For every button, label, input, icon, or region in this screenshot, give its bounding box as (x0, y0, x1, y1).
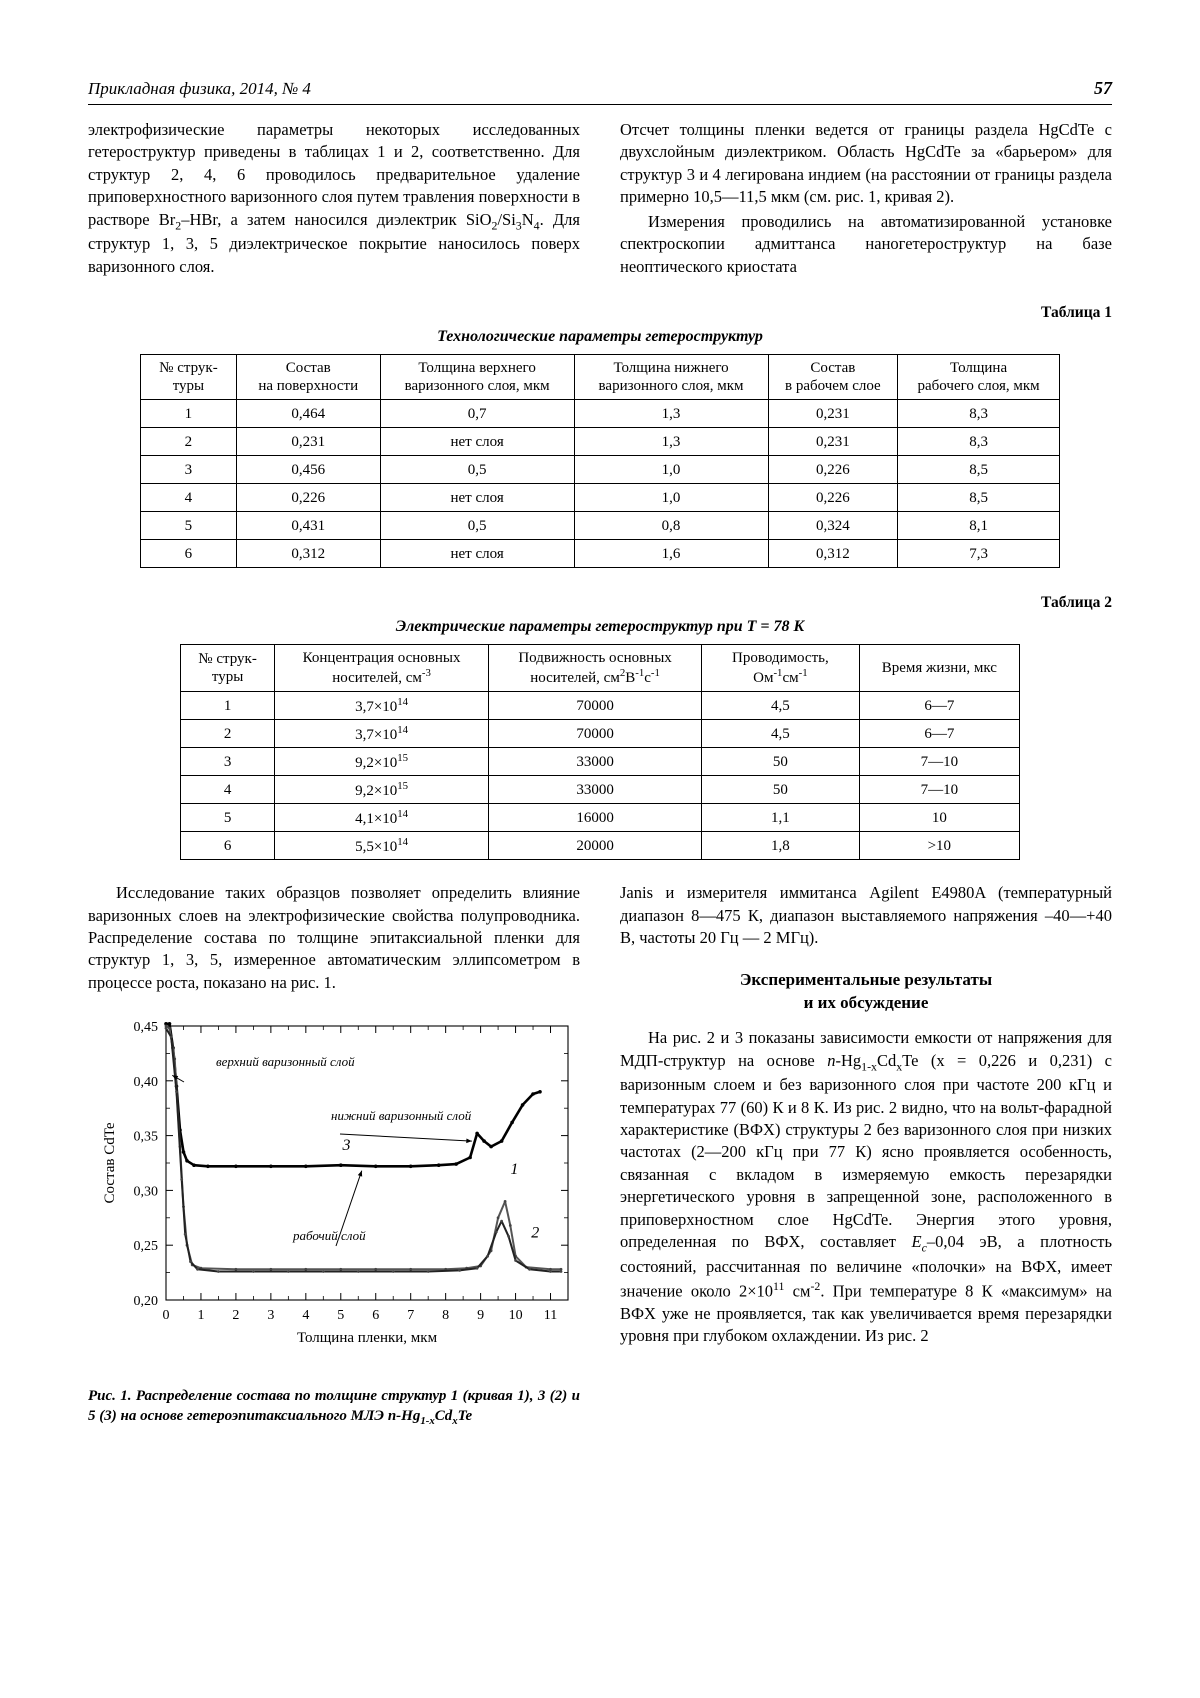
table-cell: 4 (181, 776, 275, 804)
data-point (504, 1200, 507, 1203)
table-cell: 4 (141, 484, 237, 512)
data-point (528, 1268, 531, 1271)
table-cell: 6 (141, 540, 237, 568)
table-cell: 6—7 (859, 720, 1019, 748)
column-left-2 (88, 882, 580, 1428)
data-point (509, 1224, 512, 1227)
table-cell: 0,312 (768, 540, 898, 568)
curve-label-2: 2 (531, 1224, 540, 1242)
y-axis-label: Состав CdTe (102, 1122, 118, 1204)
annotation-3: рабочий слой (293, 1228, 366, 1244)
data-point (184, 1233, 187, 1236)
x-axis-label: Толщина пленки, мкм (296, 1330, 438, 1347)
data-point (374, 1165, 378, 1169)
data-point (510, 1121, 514, 1125)
data-point (476, 1267, 479, 1270)
table-row (141, 540, 1060, 568)
data-point (217, 1270, 220, 1273)
annotation-arrow (466, 1139, 472, 1144)
data-point (427, 1270, 430, 1273)
table-cell: 1,3 (574, 400, 768, 428)
table-cell: $5,5\times 10^{14}$ (275, 832, 489, 860)
table-cell: 0,226 (768, 456, 898, 484)
table-cell: 7—10 (859, 776, 1019, 804)
table-technological-parameters (140, 354, 1060, 568)
x-tick-label: 2 (232, 1308, 240, 1324)
data-point (500, 1220, 503, 1223)
x-tick-label: 4 (302, 1308, 310, 1324)
section-heading (620, 969, 1112, 1015)
annotation-1: верхний варизонный слой (216, 1054, 355, 1070)
table-cell: $9,2\times 10^{15}$ (275, 776, 489, 804)
table-cell: 0,464 (236, 400, 380, 428)
running-head (88, 78, 1112, 105)
data-point (175, 1091, 178, 1094)
table-cell: 2 (181, 720, 275, 748)
data-point (270, 1268, 273, 1271)
journal-title: Прикладная физика, 2014, № 4 (88, 79, 311, 98)
data-point (192, 1164, 196, 1168)
data-point (549, 1270, 552, 1273)
paragraph-right-3: Janis и измерителя иммитанса Agilent E4980A (температурный диапазон 8—475 К, диапазон выставляемого напряжения –40—+40 В, частоты 20 Гц — 2 МГц). (620, 883, 1112, 947)
table-cell: 5 (141, 512, 237, 540)
data-point (189, 1260, 192, 1263)
table-cell: 1,6 (574, 540, 768, 568)
table-cell: 0,456 (236, 456, 380, 484)
annotation-2: нижний варизонный слой (331, 1108, 472, 1124)
table-row (141, 400, 1060, 428)
data-point (486, 1255, 489, 1258)
paragraph-right-2: Измерения проводились на автоматизированной установке спектроскопии адмиттанса наногетероструктур на базе неоптического криостата (620, 211, 1112, 276)
table-cell: $3,7\times 10^{14}$ (275, 692, 489, 720)
table-cell: 0,231 (768, 428, 898, 456)
table2-label: Таблица 2 (1041, 594, 1112, 612)
table-cell: 10 (859, 804, 1019, 832)
table-cell: 1,8 (702, 832, 860, 860)
paragraph-right-1: Отсчет толщины пленки ведется от границы раздела HgCdTe с двухслойным диэлектриком. Область HgCdTe за «барьером» для структур 3 и 4 легирована индием (на расстоянии от границы раздела примерно 10,5—11,5 мкм (см. рис. 1, кривая 2). (620, 120, 1112, 207)
table-row (141, 428, 1060, 456)
x-tick-label: 10 (508, 1308, 523, 1324)
table-cell: 8,3 (898, 400, 1060, 428)
column-left (88, 119, 580, 278)
data-point (507, 1235, 510, 1238)
text-block-top (88, 119, 1112, 278)
y-tick-label: 0,20 (133, 1294, 158, 1310)
data-point (304, 1268, 307, 1271)
column-header: № струк- туры (141, 355, 237, 400)
y-tick-label: 0,40 (133, 1075, 158, 1091)
table-cell: 0,312 (236, 540, 380, 568)
table-cell: 7—10 (859, 748, 1019, 776)
column-header: Толщина рабочего слоя, мкм (898, 355, 1060, 400)
table-cell: 6 (181, 832, 275, 860)
table2-header-row (181, 645, 1020, 692)
table-cell: 20000 (489, 832, 702, 860)
data-point (252, 1270, 255, 1273)
annotation-arrow (358, 1171, 362, 1177)
table-row (181, 692, 1020, 720)
data-point (196, 1268, 199, 1271)
data-point (409, 1165, 413, 1169)
x-tick-label: 3 (267, 1308, 275, 1324)
table-cell: 33000 (489, 776, 702, 804)
table1-body (141, 400, 1060, 568)
table-cell: 1,0 (574, 456, 768, 484)
x-tick-label: 11 (543, 1308, 558, 1324)
table-cell: 33000 (489, 748, 702, 776)
data-point (392, 1270, 395, 1273)
data-point (322, 1270, 325, 1273)
table-cell: 8,3 (898, 428, 1060, 456)
table-cell: 0,231 (768, 400, 898, 428)
data-point (165, 1027, 168, 1030)
data-point (180, 1178, 183, 1181)
table2-title: Электрические параметры гетероструктур при T = 78 K (395, 618, 805, 636)
data-point (489, 1145, 493, 1149)
table-cell: 0,226 (768, 484, 898, 512)
table-cell: 1,0 (574, 484, 768, 512)
table-row (181, 804, 1020, 832)
table-cell: 1 (181, 692, 275, 720)
data-point (475, 1132, 479, 1136)
x-tick-label: 1 (197, 1308, 205, 1324)
data-point (521, 1103, 525, 1107)
table-cell: 0,324 (768, 512, 898, 540)
section-heading-line2: и их обсуждение (803, 993, 929, 1013)
x-tick-label: 0 (162, 1308, 170, 1324)
table-cell: нет слоя (380, 540, 574, 568)
paragraph-right-4: На рис. 2 и 3 показаны зависимости емкости от напряжения для МДП-структур на основе $n-Hg_{1-x}Cd_xTe$ (x = 0,226 и 0,231) с варизонным слоем и без варизонного слоя при частоте 200 кГц и температурах 77 (60) К и 8 К. Из рис. 2 видно, что на вольт-фарадной характеристике (ВФХ) структуры 2 без варизонного слоя при низких частотах (2—200 кГц при 77 К) ясно проявляется особенность, связанная с вкладом в измеряемую емкость перезарядки энергетического уровня в запрещенной зоне, расположенного в приповерхностном слое HgCdTe. Энергия этого уровня, определенная по ВФХ, составляет $E_c-0,04$ эВ, а плотность состояний, рассчитанная по величине «полочки» на ВФХ, имеет значение около $2\times 10^{11}$ $см^{-2}$. При температуре 8 К «максимум» на ВФХ уже не проявляется, так как увеличивается время перезарядки уровня при глубоком охлаждении. Из рис. 2 (620, 1028, 1113, 1346)
data-point (170, 1036, 173, 1039)
column-header: Подвижность основных носителей, $см^2В^{-1}с^{-1}$ (489, 645, 702, 692)
table-row (181, 776, 1020, 804)
table-cell: 8,5 (898, 484, 1060, 512)
table1-label: Таблица 1 (1041, 304, 1112, 322)
x-tick-label: 7 (407, 1308, 415, 1324)
data-point (168, 1022, 172, 1026)
figure-1-caption: Рис. 1. Распределение состава по толщине структур 1 (кривая 1), 3 (2) и 5 (3) на основе гетероэпитаксиального МЛЭ $n-Hg_{1-x}Cd_xTe$ (88, 1388, 580, 1427)
data-point (514, 1259, 517, 1262)
column-right-2 (620, 882, 1112, 1428)
column-right (620, 119, 1112, 278)
table-cell: нет слоя (380, 484, 574, 512)
x-tick-label: 8 (442, 1308, 450, 1324)
table-cell: 4,5 (702, 692, 860, 720)
table-cell: >10 (859, 832, 1019, 860)
data-point (339, 1164, 343, 1168)
table-cell: 1 (141, 400, 237, 428)
y-tick-label: 0,25 (133, 1239, 158, 1255)
table-cell: 3 (141, 456, 237, 484)
table-cell: 6—7 (859, 692, 1019, 720)
table-cell: 0,8 (574, 512, 768, 540)
paragraph-left-2: Исследование таких образцов позволяет определить влияние варизонных слоев на электрофизические свойства полупроводника. Распределение состава по толщине эпитаксиальной пленки для структур 1, 3, 5, измеренное автоматическим эллипсометром в процессе роста, показано на рис. 1. (88, 883, 580, 992)
data-point (339, 1268, 342, 1271)
data-point (500, 1140, 504, 1144)
table-row (181, 832, 1020, 860)
data-point (206, 1165, 210, 1169)
table-cell: 7,3 (898, 540, 1060, 568)
data-point (357, 1270, 360, 1273)
table-cell: 4,5 (702, 720, 860, 748)
table-cell: 8,1 (898, 512, 1060, 540)
x-tick-label: 9 (477, 1308, 485, 1324)
column-header: Толщина верхнего варизонного слоя, мкм (380, 355, 574, 400)
data-point (304, 1165, 308, 1169)
table-row (141, 512, 1060, 540)
table-cell: 5 (181, 804, 275, 832)
column-header: Состав в рабочем слое (768, 355, 898, 400)
data-point (468, 1156, 472, 1160)
data-point (374, 1268, 377, 1271)
column-header: Концентрация основных носителей, $см^{-3}$ (275, 645, 489, 692)
data-point (454, 1163, 458, 1167)
x-tick-label: 5 (337, 1308, 345, 1324)
data-point (182, 1150, 186, 1154)
table-cell: 0,7 (380, 400, 574, 428)
table-cell: 70000 (489, 692, 702, 720)
table-cell: нет слоя (380, 428, 574, 456)
curve-1 (166, 1024, 540, 1167)
table-cell: 0,5 (380, 512, 574, 540)
figure-1 (88, 1008, 580, 1428)
table-cell: 1,1 (702, 804, 860, 832)
table-cell: $9,2\times 10^{15}$ (275, 748, 489, 776)
text-block-bottom (88, 882, 1112, 1428)
data-point (437, 1164, 441, 1168)
column-header: Проводимость, $Ом^{-1}см^{-1}$ (702, 645, 860, 692)
table-electrical-parameters (180, 644, 1020, 860)
table-row (181, 748, 1020, 776)
table-cell: 1,3 (574, 428, 768, 456)
table-row (181, 720, 1020, 748)
column-header: № струк- туры (181, 645, 275, 692)
data-point (287, 1270, 290, 1273)
page-content (88, 78, 1112, 1428)
table-row (141, 456, 1060, 484)
table-cell: 0,226 (236, 484, 380, 512)
data-point (531, 1092, 535, 1096)
y-tick-label: 0,45 (133, 1020, 158, 1036)
section-heading-line1: Экспериментальные результаты (739, 970, 993, 990)
data-point (234, 1165, 238, 1169)
table-cell: $4,1\times 10^{14}$ (275, 804, 489, 832)
data-point (482, 1140, 486, 1144)
table-cell: 70000 (489, 720, 702, 748)
composition-profile-chart (88, 1008, 580, 1368)
table-cell: 3 (181, 748, 275, 776)
column-header: Толщина нижнего варизонного слоя, мкм (574, 355, 768, 400)
x-tick-label: 6 (372, 1308, 380, 1324)
table-cell: 2 (141, 428, 237, 456)
table-cell: 50 (702, 748, 860, 776)
table-cell: 0,231 (236, 428, 380, 456)
curve-label-1: 1 (510, 1161, 519, 1179)
column-header: Время жизни, мкс (859, 645, 1019, 692)
data-point (495, 1231, 498, 1234)
table-cell: $3,7\times 10^{14}$ (275, 720, 489, 748)
data-point (497, 1217, 500, 1220)
data-point (538, 1090, 542, 1094)
table-cell: 16000 (489, 804, 702, 832)
data-point (168, 1027, 171, 1030)
data-point (269, 1165, 273, 1169)
paragraph-left-1: электрофизические параметры некоторых исследованных гетероструктур приведены в таблицах 1 и 2, соответственно. Для структур 2, 4, 6 проводилось предварительное удаление приповерхностного варизонного слоя путем травления поверхности в растворе $Br_2$–HBr, а затем наносился диэлектрик $SiO_2/Si_3N_4$. Для структур 1, 3, 5 диэлектрическое покрытие наносилось поверх варизонного слоя. (88, 120, 580, 276)
table-cell: 0,431 (236, 512, 380, 540)
table2-body (181, 692, 1020, 860)
table-row (141, 484, 1060, 512)
y-tick-label: 0,30 (133, 1184, 158, 1200)
table1-title: Технологические параметры гетероструктур (437, 328, 763, 346)
data-point (185, 1159, 189, 1163)
column-header: Состав на поверхности (236, 355, 380, 400)
data-point (409, 1268, 412, 1271)
table-cell: 50 (702, 776, 860, 804)
table1-header-row (141, 355, 1060, 400)
y-tick-label: 0,35 (133, 1129, 158, 1145)
data-point (235, 1268, 238, 1271)
table-cell: 0,5 (380, 456, 574, 484)
annotation-leader (340, 1134, 472, 1141)
table-cell: 8,5 (898, 456, 1060, 484)
curve-label-3: 3 (342, 1137, 351, 1155)
data-point (560, 1270, 563, 1273)
data-point (458, 1269, 461, 1272)
page-number: 57 (1094, 78, 1112, 98)
